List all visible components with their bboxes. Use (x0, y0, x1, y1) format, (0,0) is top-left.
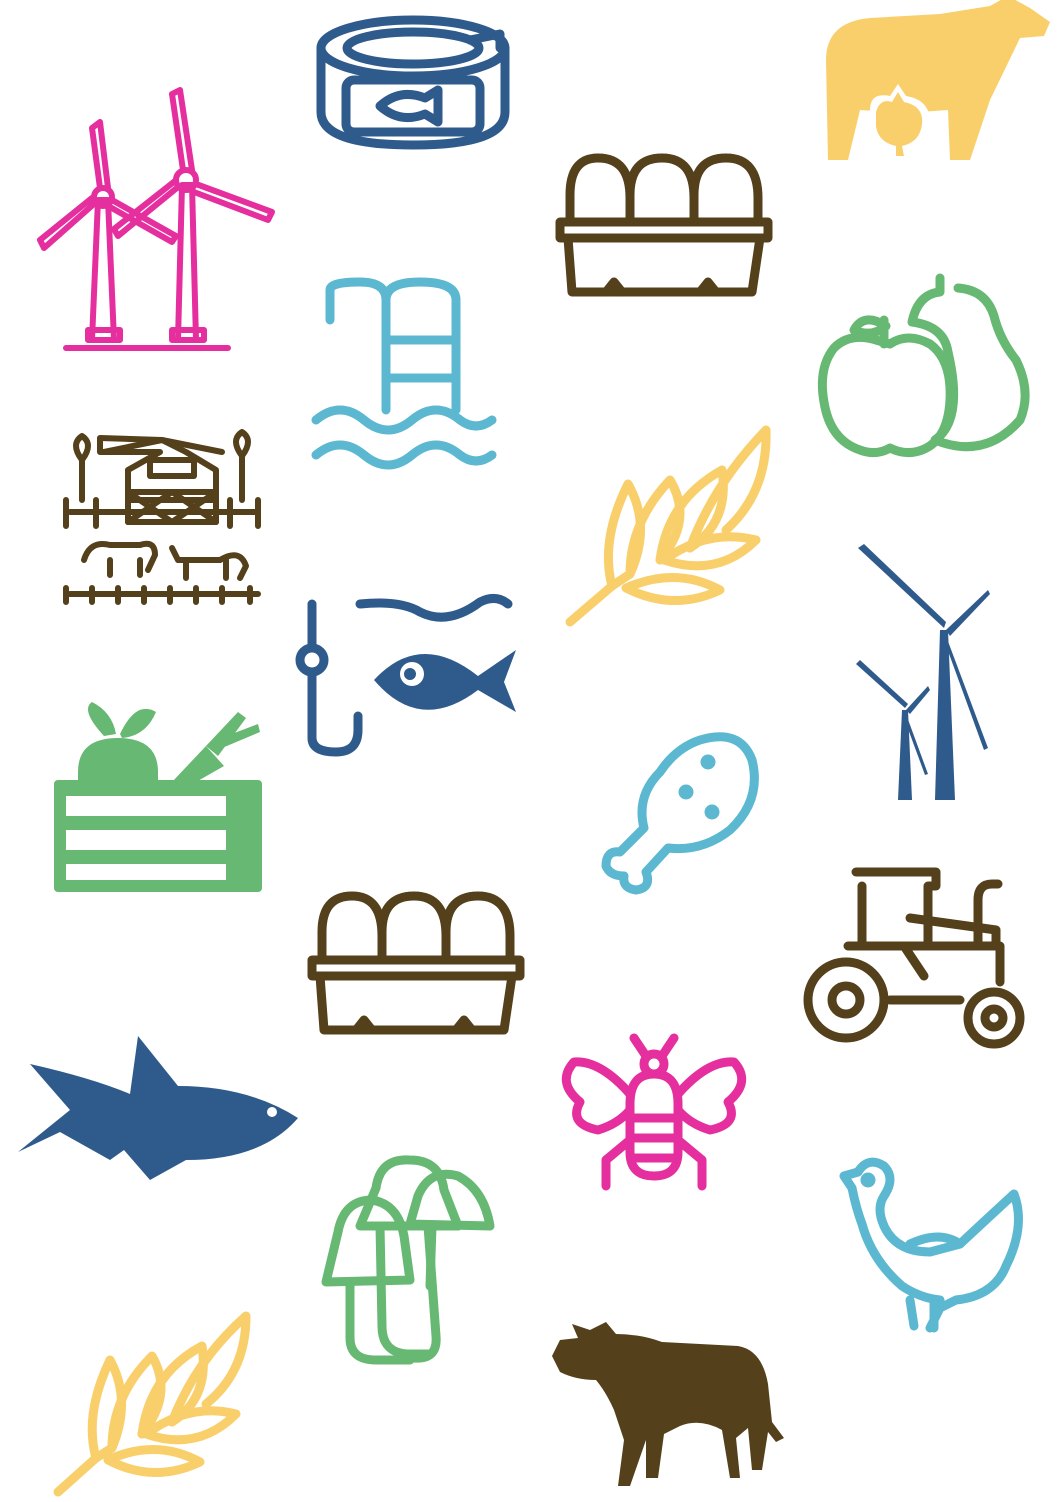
egg-carton-icon (312, 896, 520, 1030)
fishing-hook-fish-icon (300, 598, 516, 752)
hen-icon (844, 1162, 1019, 1328)
wind-turbines-solid-icon (856, 544, 990, 800)
fish-silhouette-icon (18, 1036, 298, 1180)
wind-turbines-outline-icon (40, 90, 272, 348)
tin-can-fish-icon (321, 20, 505, 145)
tractor-icon (808, 872, 1020, 1044)
vegetable-crate-icon (54, 702, 262, 892)
cow-and-hen-icon (826, 0, 1050, 162)
mushrooms-icon (326, 1160, 490, 1360)
chicken-drumstick-icon (606, 737, 754, 890)
farm-barn-with-cattle-icon (66, 432, 258, 602)
egg-carton-icon (560, 158, 768, 292)
apple-and-pear-icon (822, 278, 1025, 453)
swimming-pool-ladder-icon (316, 282, 492, 465)
bee-icon (566, 1038, 741, 1186)
wheat-ear-icon (58, 1316, 246, 1492)
wheat-ear-icon (570, 430, 766, 622)
cow-silhouette-icon (552, 1322, 784, 1486)
